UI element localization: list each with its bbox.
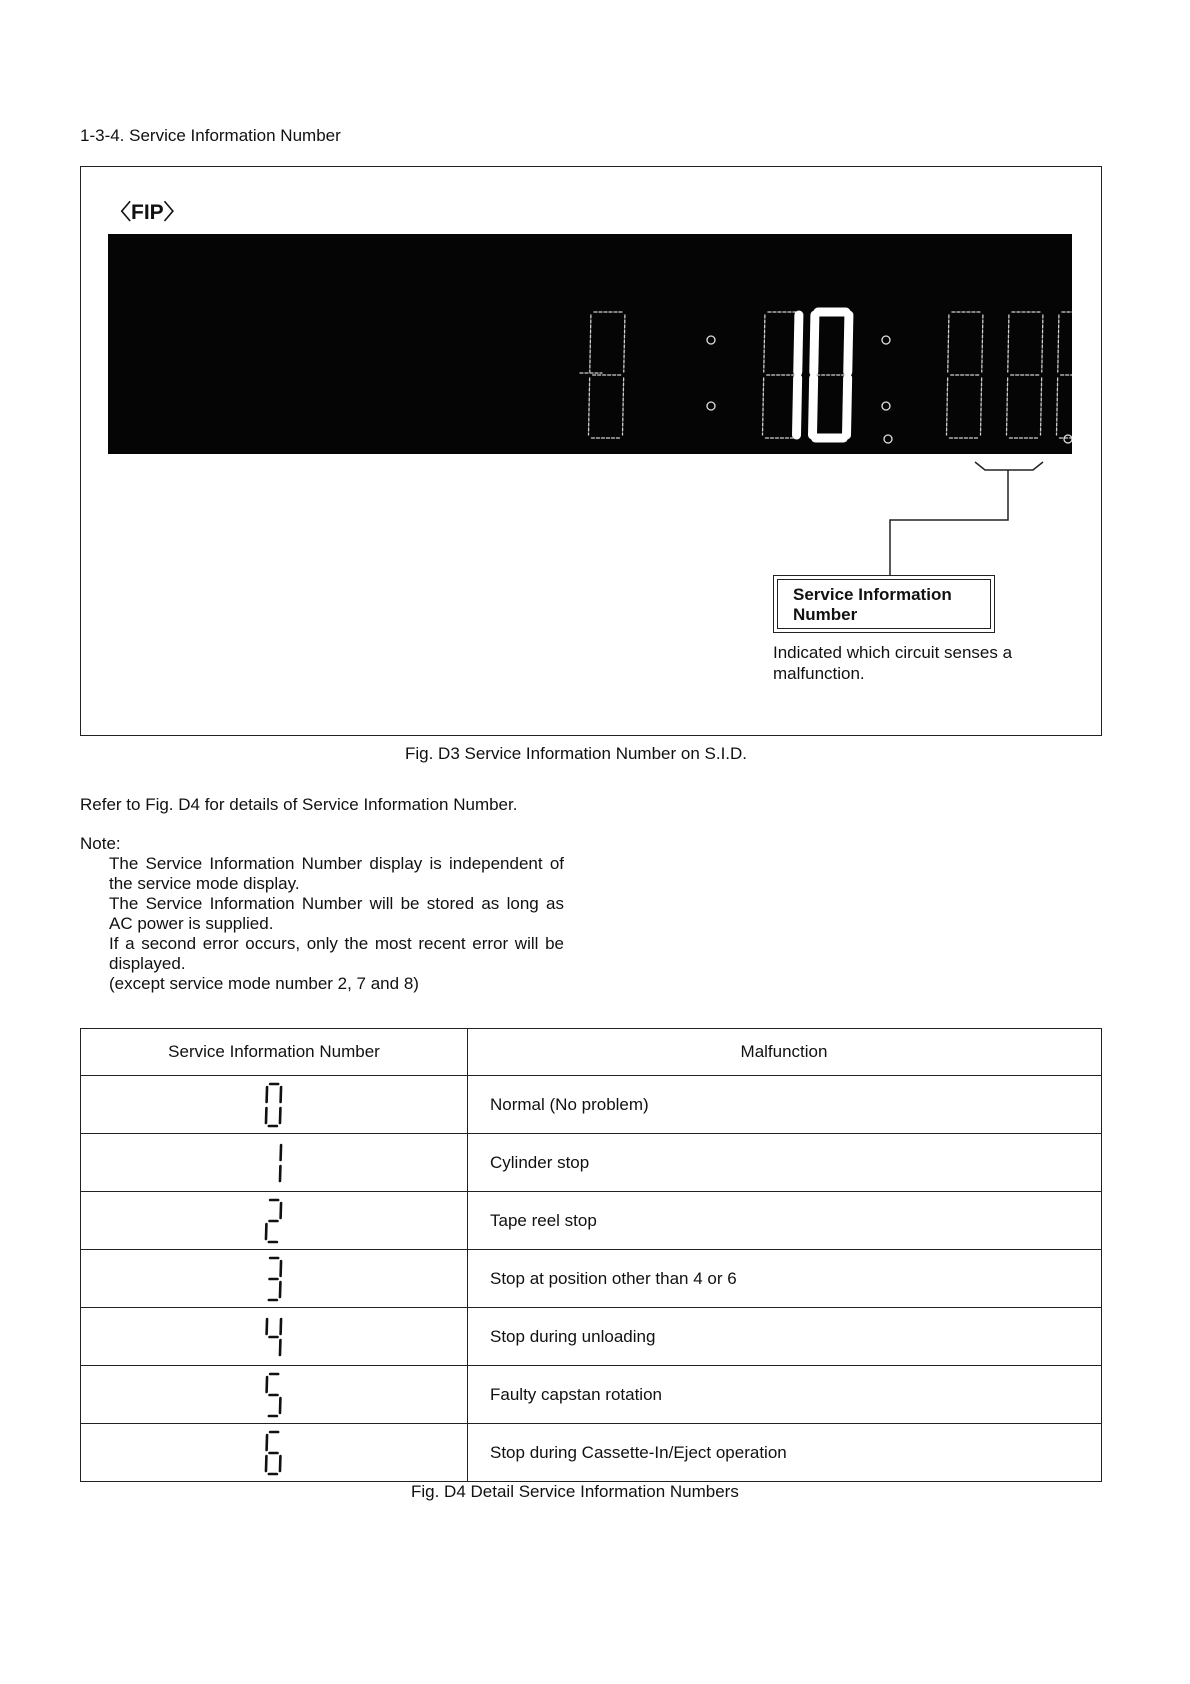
note-body [109,854,564,994]
callout-title [777,579,991,629]
note-line-4: (except service mode number 2, 7 and 8) [109,974,419,993]
table-row [81,1076,1102,1134]
sid-number-cell [81,1076,468,1134]
sid-table-container [80,1028,1102,1482]
callout-leader-lines [0,0,1190,700]
table-row [81,1250,1102,1308]
sid-table [80,1028,1102,1482]
malfunction-cell: Cylinder stop [468,1134,1102,1192]
table-row [81,1192,1102,1250]
figure-d4-caption: Fig. D4 Detail Service Information Numbers [411,1482,739,1501]
malfunction-cell: Faulty capstan rotation [468,1366,1102,1424]
seven-segment-digit-icon [254,1312,294,1362]
seven-segment-digit-icon [254,1138,294,1188]
malfunction-cell: Stop during Cassette-In/Eject operation [468,1424,1102,1482]
sid-number-cell [81,1250,468,1308]
sid-number-cell [81,1424,468,1482]
header-malfunction: Malfunction [468,1029,1102,1076]
callout-title-line-1: Service Information [793,585,952,604]
note-line-3: If a second error occurs, only the most recent error will be displayed. [109,934,564,973]
table-row [81,1134,1102,1192]
malfunction-cell: Normal (No problem) [468,1076,1102,1134]
sid-number-cell [81,1308,468,1366]
note-line-2: The Service Information Number will be stored as long as AC power is supplied. [109,894,564,933]
table-row [81,1308,1102,1366]
malfunction-cell: Stop at position other than 4 or 6 [468,1250,1102,1308]
seven-segment-digit-icon [254,1254,294,1304]
callout-description: Indicated which circuit senses a malfunction. [773,643,1013,683]
fip-label: 〈FIP〉 [110,201,185,224]
malfunction-cell: Stop during unloading [468,1308,1102,1366]
sid-number-cell [81,1192,468,1250]
table-row [81,1366,1102,1424]
seven-segment-digit-icon [254,1428,294,1478]
table-row [81,1424,1102,1482]
figure-d3-caption: Fig. D3 Service Information Number on S.I.D. [405,744,748,763]
malfunction-cell: Tape reel stop [468,1192,1102,1250]
table-header-row [81,1029,1102,1076]
note-label: Note: [80,834,121,853]
sid-number-cell [81,1366,468,1424]
callout-title-line-2: Number [793,605,858,624]
note-line-1: The Service Information Number display is independent of the service mode display. [109,854,564,893]
sid-number-cell [81,1134,468,1192]
seven-segment-digit-icon [254,1370,294,1420]
seven-segment-digit-icon [254,1080,294,1130]
refer-text: Refer to Fig. D4 for details of Service Information Number. [80,795,518,814]
section-heading: 1-3-4. Service Information Number [80,126,341,145]
callout-box [773,575,995,633]
seven-segment-digit-icon [254,1196,294,1246]
callout-bracket [975,462,1043,470]
header-service-number: Service Information Number [81,1029,468,1076]
callout-leader-line [890,470,1008,575]
